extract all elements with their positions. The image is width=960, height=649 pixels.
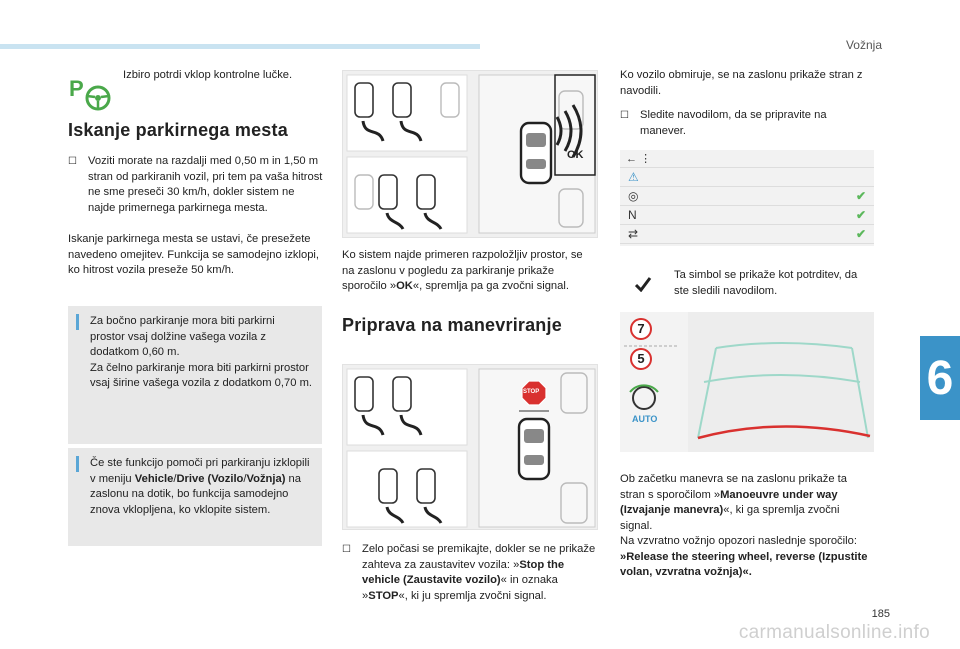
- list-item: ☐ Zelo počasi se premikajte, dokler se ne prikaže zahteva za zaustavitev vozila: »Stop the vehicle (Zaustavite vozilo)« in oznaka »STOP«, ki ju spremlja zvočni signal.: [342, 543, 596, 602]
- direction-icon: ⇄: [628, 227, 639, 241]
- note-text: Za bočno parkiranje mora biti parkirni prostor vsaj dolžine vašega vozila z dodatkom 0,60 m. Za čelno parkiranje mora biti parkirni prostor vsaj širine vašega vozila z dodatkom 0,70 m.: [90, 315, 312, 389]
- check-icon: ✔: [855, 189, 866, 203]
- steering-icon: ◎: [628, 189, 639, 203]
- parking-search-figure: [342, 70, 598, 238]
- body-text: Na vzvratno vožnjo opozori naslednje sporočilo: »Release the steering wheel, reverse (Izpustite volan, vzvratna vožnja)«.: [620, 535, 868, 578]
- intro-text: Izbiro potrdi vklop kontrolne lučke.: [123, 69, 293, 81]
- header-bar: [0, 44, 480, 49]
- gear-icon: N: [628, 208, 637, 222]
- checklist-row: [620, 225, 874, 244]
- note-box: [68, 306, 322, 444]
- checklist-row: [620, 168, 874, 187]
- confirmation-check-icon: [634, 276, 652, 292]
- parking-indicator-icon: [68, 72, 116, 112]
- instruction-checklist: [620, 168, 874, 244]
- prepare-title: Priprava na manevriranje: [342, 315, 562, 335]
- check-icon: ✔: [855, 227, 866, 241]
- auto-label: AUTO: [632, 414, 658, 424]
- ok-label: OK: [567, 149, 584, 161]
- list-item: ☐ Sledite navodilom, da se pripravite na manever.: [620, 109, 827, 137]
- page-number: 185: [871, 608, 890, 620]
- body-text: Ko vozilo obmiruje, se na zaslonu prikaže stran z navodili.: [620, 69, 863, 97]
- screen-header: [620, 150, 874, 168]
- warning-icon: ⚠: [628, 170, 639, 184]
- stop-diagram: [343, 365, 599, 531]
- body-text: Iskanje parkirnega mesta se ustavi, če presežete navedeno omejitev. Funkcija se samodejno izklopi, ko hitrost vozila preseže 50 km/h.: [68, 233, 320, 276]
- checklist-row: [620, 187, 874, 206]
- search-title: Iskanje parkirnega mesta: [68, 120, 288, 140]
- menu-icon[interactable]: ⋮: [640, 153, 652, 165]
- watermark: carmanualsonline.info: [738, 622, 930, 643]
- camera-view: [620, 312, 874, 452]
- speed-number-bottom: 5: [630, 348, 652, 370]
- checkbox-icon: ☐: [68, 156, 77, 167]
- camera-screen: [620, 312, 874, 452]
- chapter-tab: 6: [920, 336, 960, 420]
- note-text: Če ste funkcijo pomoči pri parkiranju izklopili v meniju Vehicle/Drive (Vozilo/Vožnja) na zaslonu na dotik, bo funkcija samodejno znova vklopljena, ko vklopite sistem.: [90, 457, 310, 516]
- check-icon: ✔: [855, 208, 866, 222]
- note-marker: [76, 314, 79, 330]
- section-title: Vožnja: [845, 38, 882, 52]
- body-text: Ob začetku manevra se na zaslonu prikaže ta stran s sporočilom »Manoeuvre under way (Izvajanje manevra)«, ki ga spremlja zvočni signal.: [620, 473, 847, 532]
- parking-diagram: [343, 71, 599, 239]
- list-item: ☐ Voziti morate na razdalji med 0,50 m in 1,50 m stran od parkiranih vozil, pri tem pa vaša hitrost ne sme preseči 30 km/h, dokler sistem ne najde primernega parkirnega mesta.: [68, 155, 323, 214]
- checklist-row: [620, 206, 874, 225]
- instruction-screen: [620, 150, 874, 246]
- note-box: [68, 448, 322, 546]
- parking-stop-figure: [342, 364, 598, 530]
- confirm-text: Ta simbol se prikaže kot potrditev, da ste sledili navodilom.: [674, 269, 858, 297]
- svg-text:P: P: [69, 76, 84, 101]
- checkbox-icon: ☐: [342, 544, 351, 555]
- back-arrow-icon[interactable]: ←: [626, 153, 637, 165]
- stop-sign-label: STOP: [523, 389, 540, 395]
- checkbox-icon: ☐: [620, 110, 629, 121]
- note-marker: [76, 456, 79, 472]
- body-text: Ko sistem najde primeren razpoložljiv prostor, se na zaslonu v pogledu za parkiranje prikaže sporočilo »OK«, spremlja pa ga zvočni signal.: [342, 249, 583, 292]
- speed-number-top: 7: [630, 318, 652, 340]
